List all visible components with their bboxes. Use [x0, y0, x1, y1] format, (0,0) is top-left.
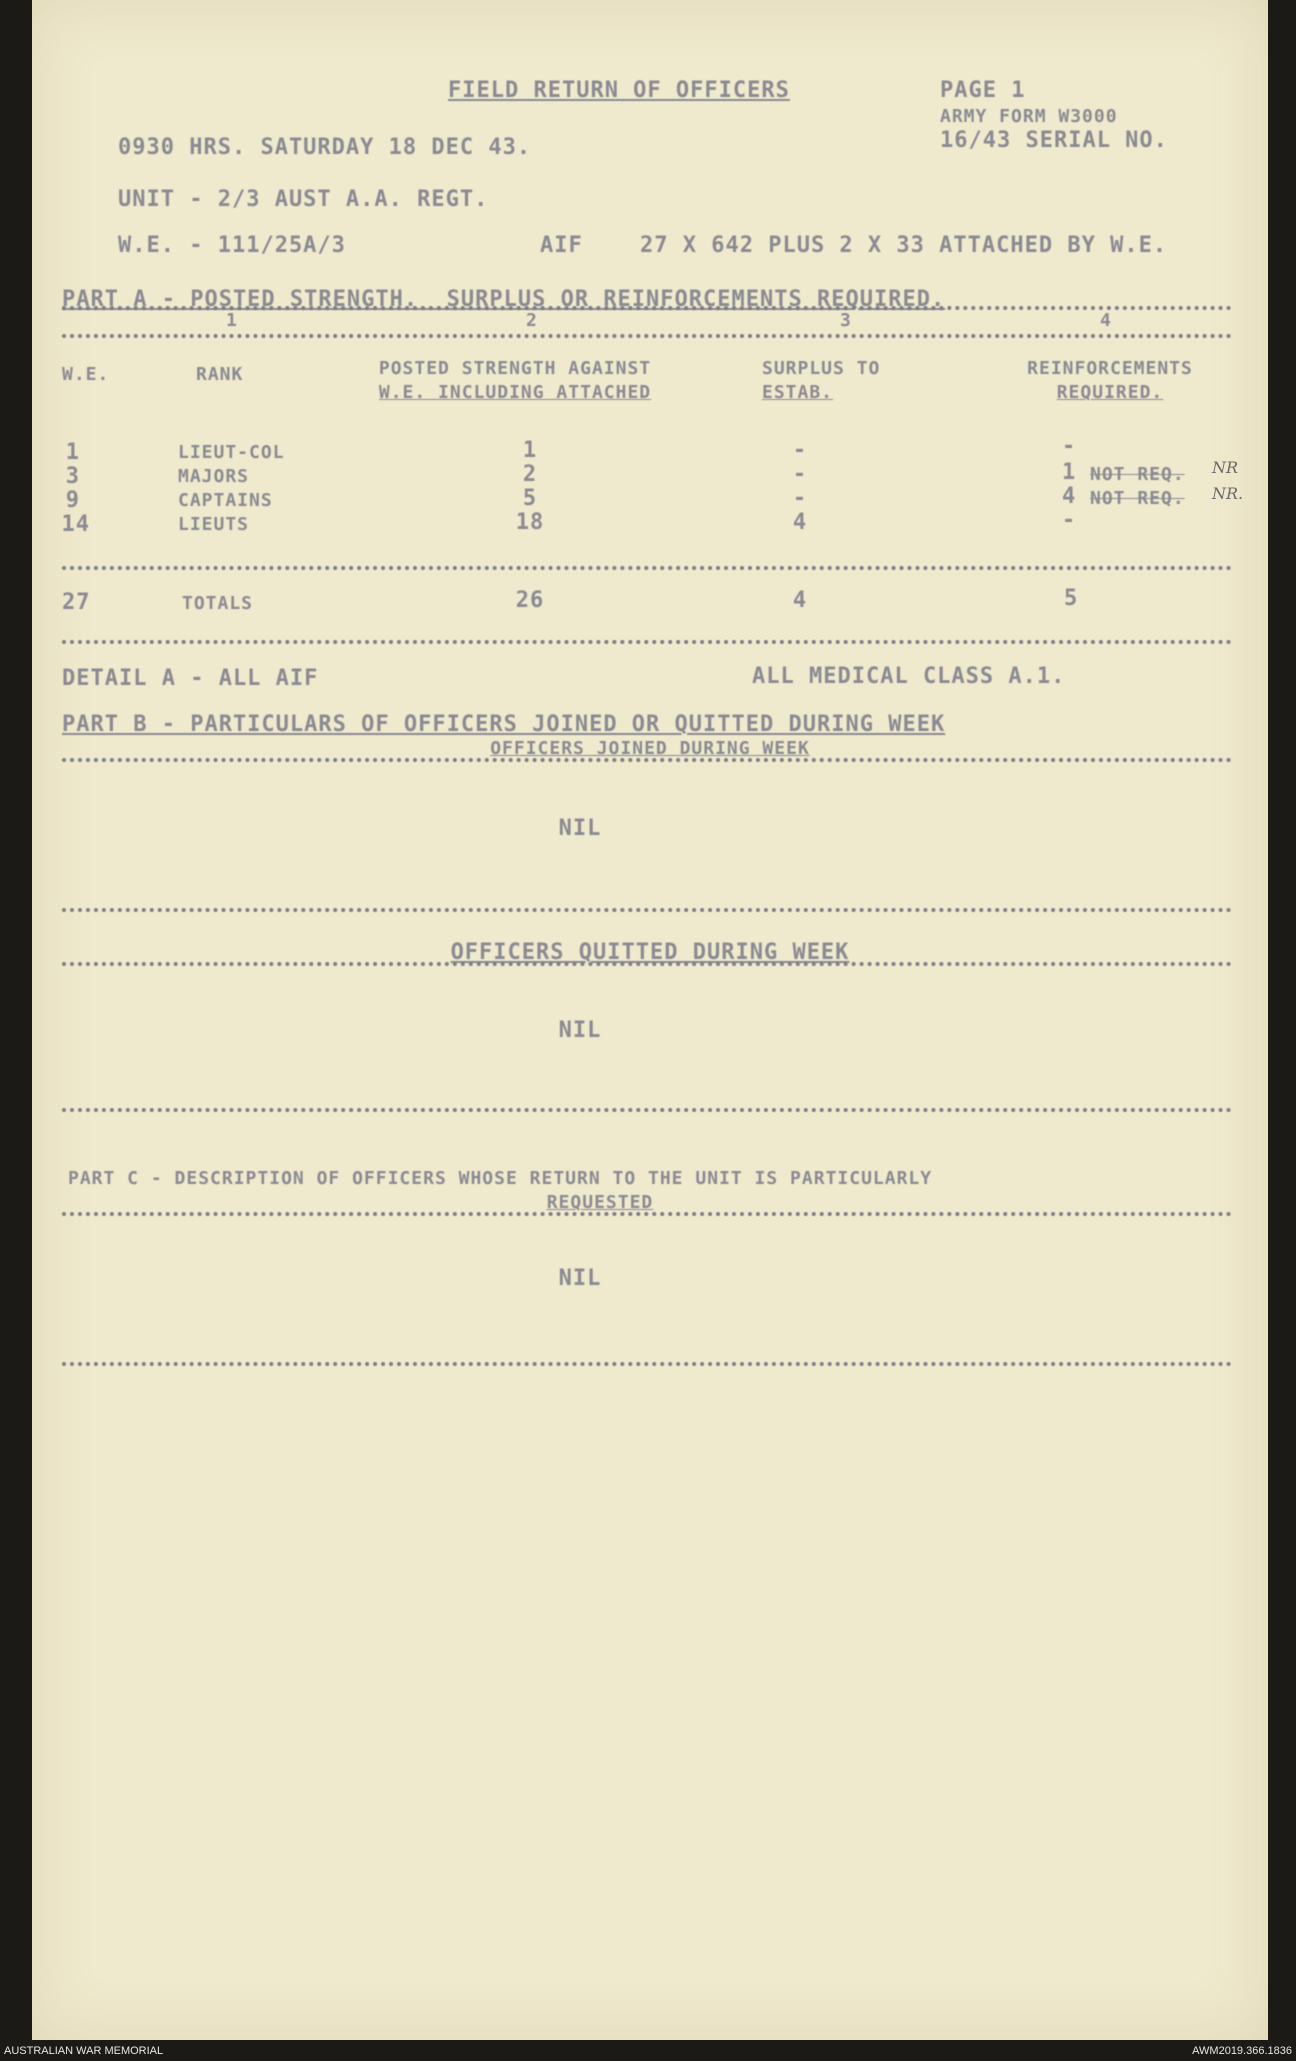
cell-reinf: - — [1062, 508, 1077, 533]
cell-we: 14 — [61, 512, 90, 537]
joined-heading: OFFICERS JOINED DURING WEEK — [490, 738, 810, 759]
handwritten-note: NR — [1212, 458, 1239, 477]
cell-posted: 18 — [515, 510, 545, 535]
column-number: 3 — [840, 310, 852, 331]
struck-text: NOT REQ. — [1090, 464, 1185, 485]
header-rank: RANK — [196, 364, 244, 385]
cell-rank: LIEUTS — [178, 514, 250, 535]
cell-we: 9 — [65, 488, 80, 513]
rule-divider — [62, 1108, 1232, 1112]
header-reinf-line2: REQUIRED. — [1056, 382, 1164, 403]
header-we: W.E. — [62, 364, 110, 385]
part-b-heading: PART B - PARTICULARS OF OFFICERS JOINED OR QUITTED DURING WEEK — [62, 712, 946, 737]
form-label: ARMY FORM W3000 — [940, 106, 1118, 127]
cell-rank: CAPTAINS — [178, 490, 273, 511]
detail-line: DETAIL A - ALL AIF — [62, 666, 319, 691]
quitted-value: NIL — [558, 1018, 602, 1043]
cell-surplus: 4 — [792, 510, 808, 535]
column-number: 4 — [1100, 310, 1112, 331]
part-c-heading-cont: REQUESTED — [546, 1192, 654, 1213]
part-c-value: NIL — [558, 1266, 602, 1291]
header-posted-line1: POSTED STRENGTH AGAINST — [378, 358, 652, 379]
struck-text: NOT REQ. — [1090, 488, 1185, 509]
cell-reinf: - — [1062, 434, 1077, 459]
header-reinf-line1: REINFORCEMENTS — [1027, 358, 1193, 379]
part-c-heading: PART C - DESCRIPTION OF OFFICERS WHOSE RETURN TO THE UNIT IS PARTICULARLY — [68, 1168, 933, 1189]
header-posted-line2: W.E. INCLUDING ATTACHED — [378, 382, 652, 403]
date-time: 0930 HRS. SATURDAY 18 DEC 43. — [118, 135, 532, 160]
page-label: PAGE 1 — [940, 78, 1026, 103]
rule-divider — [62, 908, 1232, 912]
header-surplus-line1: SURPLUS TO — [762, 358, 881, 379]
header-surplus-line2: ESTAB. — [762, 382, 834, 403]
totals-reinf: 5 — [1064, 586, 1079, 611]
totals-we: 27 — [62, 590, 91, 615]
footer-left: AUSTRALIAN WAR MEMORIAL — [4, 2045, 164, 2057]
cell-we: 3 — [65, 464, 80, 489]
handwritten-note: NR. — [1212, 484, 1244, 503]
cell-posted: 5 — [522, 486, 538, 511]
document-title: FIELD RETURN OF OFFICERS — [448, 78, 790, 103]
cell-rank: LIEUT-COL — [178, 442, 285, 463]
column-number: 2 — [526, 310, 538, 331]
totals-posted: 26 — [515, 588, 545, 613]
cell-we: 1 — [65, 440, 80, 465]
joined-value: NIL — [558, 816, 602, 841]
unit-line: UNIT - 2/3 AUST A.A. REGT. — [118, 187, 489, 212]
cell-rank: MAJORS — [178, 466, 250, 487]
cell-surplus: - — [792, 438, 808, 463]
rule-divider — [62, 640, 1232, 644]
cell-posted: 1 — [522, 438, 538, 463]
aif-label: AIF — [540, 233, 583, 258]
totals-surplus: 4 — [792, 588, 808, 613]
column-number: 1 — [226, 310, 238, 331]
rule-divider — [62, 1362, 1232, 1366]
medical-line: ALL MEDICAL CLASS A.1. — [752, 664, 1066, 689]
rule-divider — [62, 566, 1232, 570]
cell-posted: 2 — [522, 462, 538, 487]
rule-divider — [62, 962, 1232, 966]
quitted-heading: OFFICERS QUITTED DURING WEEK — [450, 940, 850, 965]
cell-reinf: 1 — [1062, 460, 1077, 485]
we-line: W.E. - 111/25A/3 — [118, 233, 346, 258]
footer-bar — [0, 2040, 1296, 2061]
cell-reinf: 4 — [1062, 484, 1077, 509]
serial-number: 16/43 SERIAL NO. — [940, 128, 1168, 153]
cell-surplus: - — [792, 486, 808, 511]
part-a-heading: PART A - POSTED STRENGTH. SURPLUS OR REINFORCEMENTS REQUIRED. — [62, 287, 946, 312]
strength-note: 27 X 642 PLUS 2 X 33 ATTACHED BY W.E. — [640, 233, 1168, 258]
totals-label: TOTALS — [182, 593, 254, 614]
cell-surplus: - — [792, 462, 808, 487]
rule-divider — [62, 758, 1232, 762]
rule-divider — [62, 334, 1232, 338]
rule-divider — [62, 1212, 1232, 1216]
footer-right: AWM2019.366.1836 — [1192, 2045, 1292, 2057]
